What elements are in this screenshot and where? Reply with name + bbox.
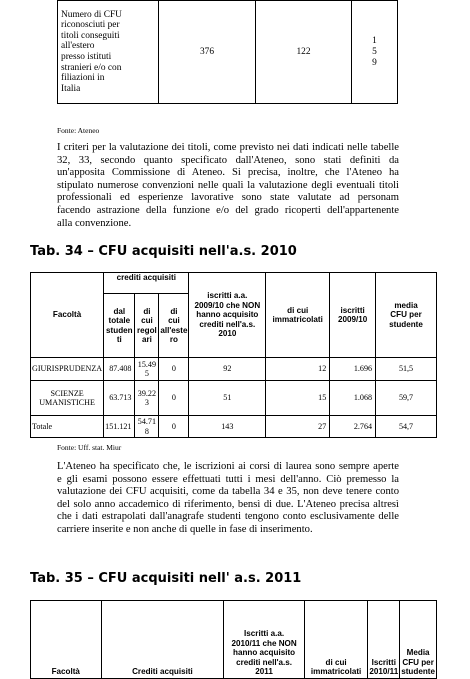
header-line: CFU per bbox=[390, 310, 422, 320]
row-label-line: Italia bbox=[61, 83, 81, 94]
header-media bbox=[400, 601, 437, 679]
table-heading: Tab. 35 – CFU acquisiti nell' a.s. 2011 bbox=[30, 571, 302, 586]
header-line: 2010/11 bbox=[369, 667, 399, 677]
cfu-2011-table bbox=[30, 600, 437, 679]
cell-immatricolati: 15 bbox=[266, 381, 330, 416]
header-line: cui bbox=[168, 316, 180, 326]
header-line: 2011 bbox=[255, 667, 273, 677]
header-line: all'este bbox=[160, 325, 188, 335]
cell-line: 8 bbox=[144, 426, 149, 436]
cell-immatricolati: 12 bbox=[266, 358, 330, 381]
cell-regolari bbox=[135, 358, 159, 381]
table-row bbox=[31, 416, 437, 438]
value-line: 5 bbox=[372, 46, 377, 57]
header-line: di bbox=[170, 306, 178, 316]
table-row bbox=[31, 358, 437, 381]
header-line: Iscritti bbox=[371, 657, 396, 667]
text-line: 32, 33, secondo quanto specificato dall'Ateneo, sono stati definiti da bbox=[57, 154, 399, 166]
header-line: ro bbox=[169, 334, 178, 344]
row-label-line: riconosciuti per bbox=[61, 20, 120, 31]
header-line: crediti nell'a.s. bbox=[236, 657, 293, 667]
value-cell bbox=[352, 1, 398, 104]
titles-cfu-table bbox=[57, 0, 398, 104]
cell-estero: 0 bbox=[159, 358, 189, 381]
cell-iscritti: 1.068 bbox=[330, 381, 376, 416]
row-facolta: GIURISPRUDENZA bbox=[31, 358, 104, 381]
header-crediti: crediti acquisiti bbox=[104, 273, 189, 294]
text-line: professionali ed esperienze lavorative sono state valutate ad personam bbox=[57, 192, 399, 204]
value-cell: 376 bbox=[159, 1, 256, 104]
row-facolta: Totale bbox=[31, 416, 104, 438]
header-line: CFU per bbox=[402, 657, 434, 667]
cell-line: 39.22 bbox=[137, 388, 157, 398]
row-label bbox=[58, 1, 159, 104]
table-heading: Tab. 34 – CFU acquisiti nell'a.s. 2010 bbox=[30, 244, 297, 259]
row-facolta bbox=[31, 381, 104, 416]
header-immatricolati bbox=[266, 273, 330, 358]
text-line: facendo astrazione della funzione e/o del grado ricoperti dell'appartenente bbox=[57, 204, 399, 216]
cell-regolari bbox=[135, 381, 159, 416]
value-line: 1 bbox=[372, 35, 377, 46]
text-line: L'Ateneo ha specificato che, le iscrizioni ai corsi di laurea sono sempre aperte bbox=[57, 461, 399, 472]
header-line: di cui bbox=[325, 657, 347, 667]
text-line: valutazione dei CFU acquisiti, come da tabella 34 e 35, non deve tenere conto bbox=[57, 486, 399, 498]
header-facolta: Facoltà bbox=[31, 601, 102, 679]
cell-media: 51,5 bbox=[376, 358, 437, 381]
cell-estero: 0 bbox=[159, 381, 189, 416]
row-label-line: all'estero bbox=[61, 41, 95, 52]
text-line: che i dati estrapolati dall'anagrafe studenti tengono conto esclusivamente delle bbox=[57, 511, 399, 523]
cfu-2010-table bbox=[30, 272, 437, 438]
header-dal-totale bbox=[104, 294, 135, 358]
table-row bbox=[58, 1, 398, 104]
cell-iscritti: 2.764 bbox=[330, 416, 376, 438]
row-label-line: presso istituti bbox=[61, 52, 112, 62]
header-iscritti bbox=[368, 601, 400, 679]
header-line: di cui bbox=[287, 305, 309, 315]
header-line: crediti nell'a.s. bbox=[199, 319, 256, 329]
text-line: un'apposita Commissione di Ateneo. Si precisa, inoltre, che l'Ateneo ha bbox=[57, 167, 399, 179]
header-immatricolati bbox=[304, 601, 368, 679]
text-line: e gli esami possono essere effettuati tutti i mesi dell'anno. Ciò premesso la bbox=[57, 473, 399, 485]
cell-regolari bbox=[135, 416, 159, 438]
cell-line: 3 bbox=[144, 398, 149, 407]
header-estero bbox=[159, 294, 189, 358]
header-iscritti bbox=[330, 273, 376, 358]
cell-line: 15.49 bbox=[137, 359, 157, 369]
header-line: studente bbox=[389, 319, 423, 329]
row-label-line: titoli conseguiti bbox=[61, 30, 120, 41]
header-facolta: Facoltà bbox=[31, 273, 104, 358]
text-line: del solo anno accademico di riferimento, bensì di due. L'Ateneo precisa altresì bbox=[57, 498, 399, 510]
cell-totale: 151.121 bbox=[104, 416, 135, 438]
text-line: carriere inserite e non anche di quelle in fase di inserimento. bbox=[57, 523, 313, 535]
header-iscritti-non bbox=[224, 601, 304, 679]
header-line: media bbox=[394, 300, 418, 310]
cell-totale: 63.713 bbox=[104, 381, 135, 416]
header-line: hanno acquisito bbox=[196, 310, 259, 320]
value-cell: 122 bbox=[256, 1, 352, 104]
header-line: dal bbox=[113, 306, 126, 316]
cell-estero: 0 bbox=[159, 416, 189, 438]
row-label-line: filiazioni in bbox=[61, 73, 105, 84]
header-line: 2010/11 che NON bbox=[231, 638, 297, 648]
header-line: immatricolati bbox=[310, 667, 362, 677]
header-line: 2009/10 bbox=[338, 315, 368, 324]
cell-line: 5 bbox=[144, 369, 149, 378]
header-line: iscritti a.a. bbox=[207, 291, 248, 301]
header-iscritti-non bbox=[189, 273, 266, 358]
header-media bbox=[376, 273, 437, 358]
cell-non-acquisito: 51 bbox=[189, 381, 266, 416]
cell-immatricolati: 27 bbox=[266, 416, 330, 438]
header-row bbox=[31, 273, 437, 294]
cell-totale: 87.408 bbox=[104, 358, 135, 381]
header-line: Media bbox=[406, 648, 430, 658]
text-line: I criteri per la valutazione dei titoli, come previsto nei dati indicati nelle tabelle bbox=[57, 142, 399, 153]
row-label-line: Numero di CFU bbox=[61, 9, 122, 20]
header-line: regol bbox=[137, 325, 157, 335]
header-line: cui bbox=[141, 316, 153, 326]
table-source-note: Fonte: Uff. stat. Miur bbox=[57, 443, 122, 452]
cell-non-acquisito: 92 bbox=[189, 358, 266, 381]
cell-line: SCIENZE bbox=[50, 388, 84, 398]
header-line: ti bbox=[116, 334, 122, 344]
table-source-note: Fonte: Ateneo bbox=[57, 126, 100, 135]
table-row bbox=[31, 381, 437, 416]
cell-non-acquisito: 143 bbox=[189, 416, 266, 438]
header-line: hanno acquisito bbox=[233, 648, 296, 658]
header-line: immatricolati bbox=[272, 315, 323, 324]
cell-media: 59,7 bbox=[376, 381, 437, 416]
text-line: alla convenzione. bbox=[57, 217, 132, 229]
header-line: iscritti bbox=[340, 305, 365, 315]
header-line: studen bbox=[106, 325, 133, 335]
body-paragraph bbox=[57, 461, 399, 537]
header-regolari bbox=[135, 294, 159, 358]
cell-line: 54.71 bbox=[137, 417, 157, 427]
header-crediti: Crediti acquisiti bbox=[101, 601, 224, 679]
header-line: 2009/10 che NON bbox=[194, 300, 261, 310]
header-line: ari bbox=[141, 334, 152, 344]
header-row bbox=[31, 601, 437, 679]
text-line: stipulato numerose convenzioni nelle quali la valutazione degli eventuali titoli bbox=[57, 179, 399, 191]
value-line: 9 bbox=[372, 57, 377, 68]
cell-line: UMANISTICHE bbox=[39, 398, 95, 407]
header-line: Iscritti a.a. bbox=[244, 629, 285, 639]
body-paragraph bbox=[57, 142, 399, 230]
row-label-line: stranieri e/o con bbox=[61, 62, 122, 73]
header-line: totale bbox=[108, 316, 131, 326]
cell-media: 54,7 bbox=[376, 416, 437, 438]
header-line: studente bbox=[401, 667, 435, 677]
header-line: 2010 bbox=[218, 329, 237, 339]
header-line: di bbox=[143, 306, 151, 316]
cell-iscritti: 1.696 bbox=[330, 358, 376, 381]
